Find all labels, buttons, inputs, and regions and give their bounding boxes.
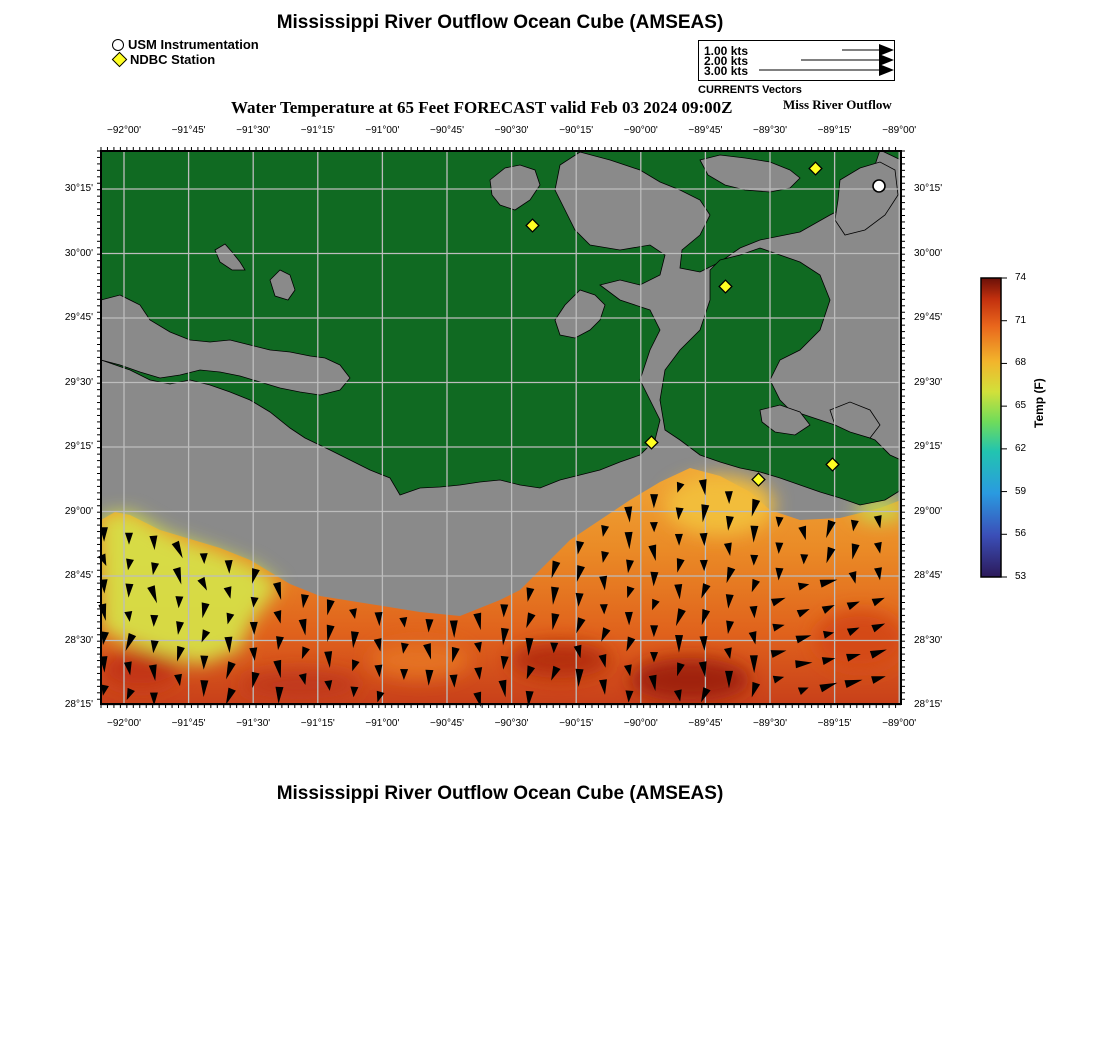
colorbar-tick-label: 62 — [1015, 442, 1027, 454]
longitude-label: −92°00' — [107, 718, 141, 729]
longitude-label: −91°30' — [236, 125, 271, 136]
longitude-label: −89°15' — [817, 718, 852, 729]
longitude-label: −89°30' — [753, 718, 787, 729]
latitude-label: 29°00' — [914, 505, 943, 517]
longitude-label: −91°45' — [171, 718, 206, 729]
longitude-label: −90°30' — [494, 718, 529, 729]
longitude-label: −91°30' — [236, 718, 271, 729]
colorbar-tick-label: 53 — [1015, 571, 1027, 582]
page-title: Mississippi River Outflow Ocean Cube (AMSEAS) — [276, 12, 724, 33]
longitude-label: −89°30' — [753, 125, 787, 136]
latitude-label: 30°15' — [64, 183, 93, 194]
longitude-label: −90°30' — [494, 125, 529, 136]
longitude-label: −89°45' — [688, 125, 723, 136]
longitude-label: −90°15' — [559, 718, 594, 729]
longitude-label: −91°15' — [300, 718, 335, 729]
latitude-label: 28°45' — [914, 570, 943, 581]
latitude-label: 28°45' — [64, 570, 93, 581]
colorbar-title: Temp (F) — [1032, 378, 1046, 428]
latitude-label: 29°30' — [64, 376, 93, 388]
latitude-label: 30°15' — [914, 183, 943, 194]
map-subtitle: Water Temperature at 65 Feet FORECAST valid Feb 03 2024 09:00Z — [231, 98, 733, 117]
latitude-label: 30°00' — [64, 247, 93, 259]
latitude-label: 28°15' — [64, 699, 93, 710]
latitude-label: 29°00' — [64, 505, 93, 517]
map-subtitle-right: Miss River Outflow — [783, 97, 892, 112]
latitude-label: 28°30' — [64, 634, 93, 646]
footer-title: Mississippi River Outflow Ocean Cube (AMSEAS) — [276, 783, 724, 804]
latitude-label: 29°15' — [914, 441, 943, 452]
colorbar-tick-label: 56 — [1015, 528, 1027, 540]
latitude-label: 29°45' — [914, 312, 943, 323]
longitude-label: −92°00' — [107, 125, 141, 136]
latitude-label: 28°15' — [914, 699, 943, 710]
longitude-label: −89°00' — [882, 125, 917, 136]
vector-legend-1kt: 1.00 kts — [704, 44, 749, 58]
usm-instrument-marker — [873, 180, 885, 192]
longitude-label: −90°45' — [430, 718, 464, 729]
colorbar-ticks — [1001, 278, 1007, 577]
usm-legend-label: USM Instrumentation — [128, 37, 259, 52]
longitude-label: −89°00' — [882, 718, 917, 729]
colorbar-tick-label: 74 — [1015, 272, 1027, 283]
ndbc-legend-label: NDBC Station — [130, 52, 216, 67]
longitude-label: −89°15' — [817, 125, 852, 136]
latitude-label: 29°30' — [914, 376, 943, 388]
longitude-label: −91°00' — [365, 718, 400, 729]
latitude-label: 29°15' — [64, 441, 93, 452]
longitude-label: −90°00' — [623, 718, 658, 729]
longitude-label: −90°00' — [623, 125, 658, 136]
latitude-label: 30°00' — [914, 247, 943, 259]
vector-legend-3kt: 3.00 kts — [704, 64, 749, 78]
longitude-label: −91°00' — [365, 125, 400, 136]
vector-legend-2kt: 2.00 kts — [704, 54, 749, 68]
colorbar-tick-label: 68 — [1015, 357, 1027, 369]
longitude-label: −90°45' — [430, 125, 464, 136]
longitude-label: −90°15' — [559, 125, 594, 136]
colorbar-tick-label: 65 — [1015, 400, 1027, 412]
colorbar-tick-label: 71 — [1015, 314, 1027, 326]
colorbar — [981, 278, 1001, 577]
longitude-label: −89°45' — [688, 718, 723, 729]
longitude-label: −91°45' — [171, 125, 206, 136]
longitude-label: −91°15' — [300, 125, 335, 136]
colorbar-tick-label: 59 — [1015, 485, 1027, 497]
latitude-label: 28°30' — [914, 634, 943, 646]
latitude-label: 29°45' — [64, 312, 93, 323]
vector-legend-caption: CURRENTS Vectors — [698, 84, 802, 96]
